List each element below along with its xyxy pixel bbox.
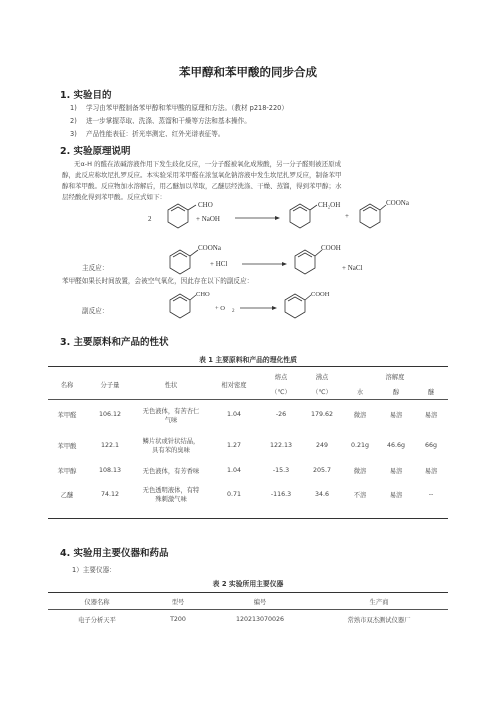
oxidation-reaction-scheme [160,286,340,322]
table-row: 苯甲酸 122.1 鳞片状或针状结晶， 具有苯的臭味 1.27 122.13 249 0.21g 46.6g 66g [57,438,437,454]
coefficient: 2 [148,215,152,223]
col-header-property: 性状 [164,381,178,389]
table-2-caption: 表 2 实验所用主要仪器 [212,580,284,588]
benzene-ring-icon [170,250,198,274]
svg-text:2: 2 [232,309,235,314]
table-row: 电子分析天平 T200 120213070026 常熟市双杰测试仪器厂 [78,615,411,624]
svg-text:+ NaCl: + NaCl [342,264,363,272]
col-header-name: 名称 [60,381,74,389]
table-row: 苯甲醇 108.13 无色液体，有芳香味 1.04 -15.3 205.7 微溶 易溶 易溶 [57,466,438,475]
col-header-bp: 沸点 [315,373,329,381]
benzene-ring-icon [290,204,317,228]
table-top-rule [48,592,448,593]
cannizzaro-reaction-scheme [140,196,410,236]
list-item: 1) 学习由苯甲醛制备苯甲醇和苯甲酸的原理和方法。（教材 p218-220） [70,104,288,112]
table-top-rule [48,366,448,367]
section-3-heading: 3. 主要原料和产品的性状 [60,337,169,348]
col-header-density: 相对密度 [221,381,247,389]
col-header-alcohol: 醇 [392,388,400,396]
list-item: 3) 产品性能表征：折光率测定、红外光谱表征等。 [70,130,225,138]
section-2-heading: 2. 实验原理说明 [60,146,131,157]
svg-text:CHO: CHO [196,291,210,298]
section-4-heading: 4. 实验用主要仪器和药品 [60,548,169,559]
principle-paragraph: 无α-H 的醛在浓碱溶液作用下发生歧化反应，一分子醛被氧化成羧酸，另一分子醛则被还原成 醇，此反应称坎尼扎罗反应。本实验采用苯甲醛在浓氢氧化钠溶液中发生坎尼扎罗反应，制备苯甲 醇和苯甲酸。反应物加水溶解后，用乙醚加以萃取，乙醚层经洗涤、干燥、蒸馏，得到苯甲醇；水 层经酸化得到苯甲酸。反应式如下： [62,160,342,201]
svg-text:+ HCl: + HCl [210,260,228,268]
benzene-ring-icon [170,294,196,318]
col-header-mw: 分子量 [100,381,120,389]
col-header-maker: 生产商 [369,599,389,606]
benzene-ring-icon [168,204,196,228]
section-1-heading: 1. 实验目的 [60,90,112,101]
col-header-mp: 熔点 [274,373,288,381]
svg-text:CHO: CHO [198,201,213,209]
properties-table [48,369,448,508]
col-header-code: 编号 [253,599,267,606]
table-1-caption: 表 1 主要原料和产品的理化性质 [199,356,297,364]
col-header-ether: 醚 [427,388,435,396]
instruments-subheading: 1）主要仪器： [72,566,116,574]
table-header-row: （℃） （℃） 水 醇 醚 [48,383,448,399]
table-bottom-rule [48,518,448,519]
side-reaction-label: 副反应： [82,307,109,315]
main-reaction-label: 主反应： [82,264,109,272]
svg-text:COOH: COOH [311,291,330,298]
page-title: 苯甲醇和苯甲酸的同步合成 [179,65,317,79]
svg-text:CH₂OH: CH₂OH [318,201,341,209]
acidification-reaction-scheme [160,240,390,280]
side-reaction-note: 苯甲醛如果长时间放置，会被空气氧化，因此存在以下的副反应： [62,277,254,285]
svg-text:COONa: COONa [386,199,409,207]
table-header-row [48,369,448,383]
svg-text:COONa: COONa [198,244,221,252]
col-header-water: 水 [356,388,364,396]
col-header-instrument: 仪器名称 [84,599,110,606]
table-row: 乙醚 74.12 无色透明液体，有特 殊刺激气味 0.71 -116.3 34.6 不溶 易溶 -- [60,487,434,503]
svg-text:+: + [345,212,349,220]
instruments-table [48,594,448,629]
benzene-ring-icon [285,294,311,318]
col-header-solubility: 溶解度 [385,373,405,381]
list-item: 2) 进一步掌握萃取、洗涤、蒸馏和干燥等方法和基本操作。 [70,117,251,125]
svg-text:COOH: COOH [321,244,341,252]
col-header-model: 型号 [171,599,185,606]
svg-text:+ O: + O [215,305,225,312]
table-header-row [48,594,448,609]
svg-text:+ NaOH: + NaOH [196,215,220,223]
table-row: 苯甲醛 106.12 无色液体，有苦杏仁 气味 1.04 -26 179.62 微溶 易溶 易溶 [57,407,438,424]
benzene-ring-icon [295,250,322,274]
benzene-ring-icon [360,204,386,228]
